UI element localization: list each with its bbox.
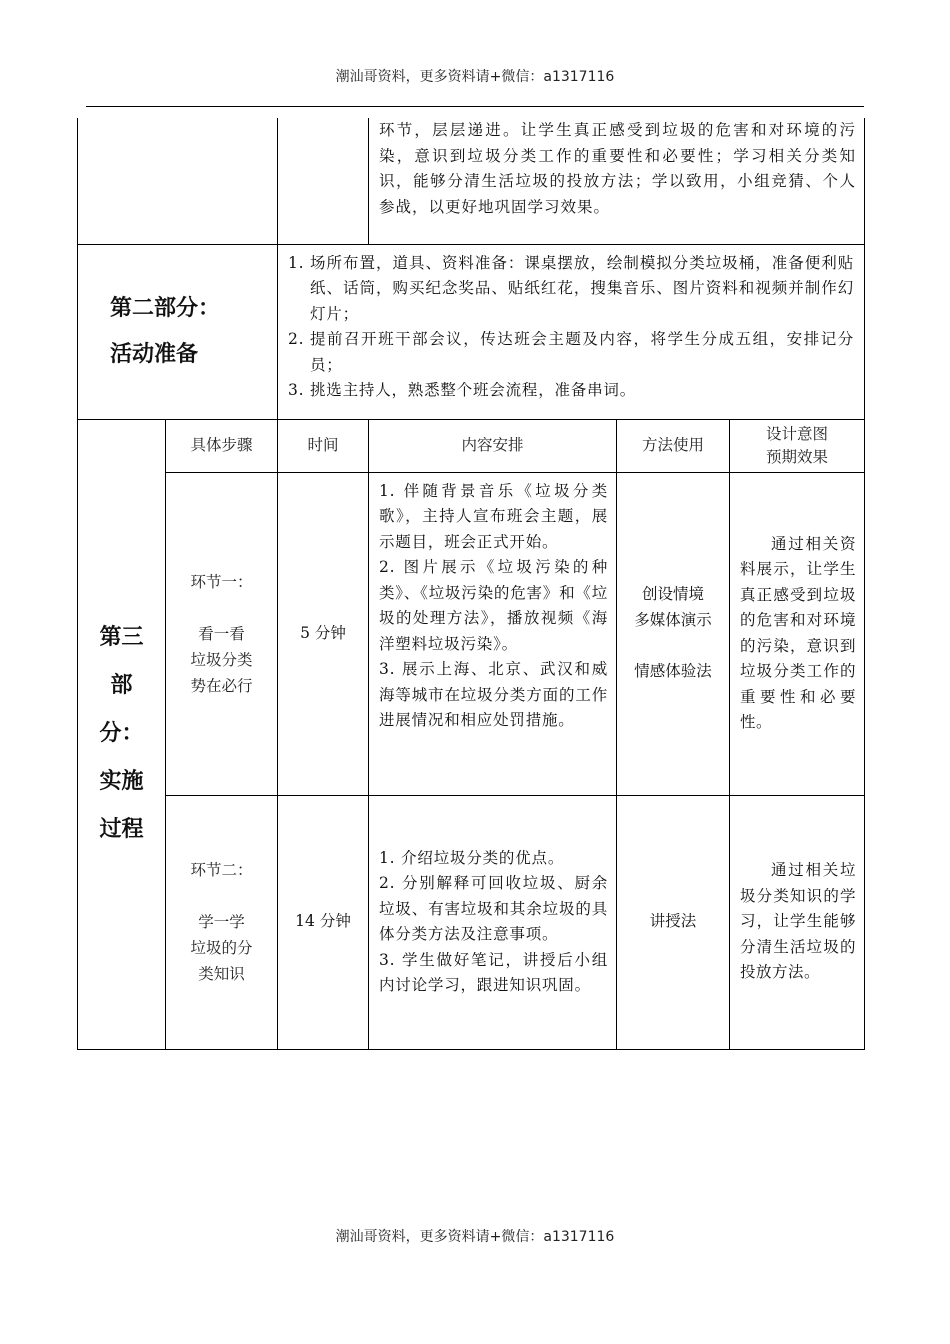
header-method: 方法使用 <box>617 419 730 472</box>
table-row <box>78 795 865 1049</box>
time-cell: 5 分钟 <box>278 472 369 795</box>
part3-header-row <box>78 419 865 472</box>
prep-item: 1. 场所布置，道具、资料准备：课桌摆放，绘制模拟分类垃圾桶，准备便利贴纸、话筒，购买纪念奖品、贴纸红花，搜集音乐、图片资料和视频并制作幻灯片； <box>288 253 855 323</box>
continued-row <box>78 118 865 244</box>
content-cell: 1. 介绍垃圾分类的优点。 2. 分别解释可回收垃圾、厨余垃圾、有害垃圾和其余垃圾的具体分类方法及注意事项。 3. 学生做好笔记，讲授后小组内讨论学习，跟进知识巩固。 <box>369 795 617 1049</box>
part3-title: 第三 部 分： 实施 过程 <box>78 419 166 1049</box>
part2-title-line2: 活动准备 <box>110 341 199 367</box>
step-cell: 环节二： 学一学 垃圾的分 类知识 <box>166 795 278 1049</box>
method-cell: 创设情境 多媒体演示 情感体验法 <box>617 472 730 795</box>
effect-cell: 通过相关垃圾分类知识的学习，让学生能够分清生活垃圾的投放方法。 <box>730 795 865 1049</box>
header-time: 时间 <box>278 419 369 472</box>
continued-text: 环节，层层递进。让学生真正感受到垃圾的危害和对环境的污染，意识到垃圾分类工作的重要性和必要性；学习相关分类知识，能够分清生活垃圾的投放方法；学以致用，小组竞猜、个人参战，以更好地巩固学习效果。 <box>369 118 865 244</box>
part2-content <box>278 244 865 419</box>
prep-item: 3. 挑选主持人，熟悉整个班会流程，准备串词。 <box>288 381 637 399</box>
prep-item: 2. 提前召开班干部会议，传达班会主题及内容，将学生分成五组，安排记分员； <box>288 330 855 374</box>
effect-cell: 通过相关资料展示，让学生真正感受到垃圾的危害和对环境的污染，意识到垃圾分类工作的重要性和必要性。 <box>730 472 865 795</box>
part2-row <box>78 244 865 419</box>
header-content: 内容安排 <box>369 419 617 472</box>
part2-title-line1: 第二部分： <box>110 295 221 321</box>
page-header: 潮汕哥资料，更多资料请+微信：a1317116 <box>335 69 615 85</box>
lesson-plan-table <box>77 118 865 1050</box>
header-step: 具体步骤 <box>166 419 278 472</box>
step-cell: 环节一： 看一看 垃圾分类 势在必行 <box>166 472 278 795</box>
content-cell: 1. 伴随背景音乐《垃圾分类歌》，主持人宣布班会主题，展示题目，班会正式开始。 2. 图片展示《垃圾污染的种类》、《垃圾污染的危害》和《垃圾的处理方法》，播放视频《海洋塑料垃圾污染》。 3. 展示上海、北京、武汉和威海等城市在垃圾分类方面的工作进展情况和相应处罚措施。 <box>369 472 617 795</box>
part2-title <box>78 244 278 419</box>
continued-label-cell <box>78 118 278 244</box>
page-footer: 潮汕哥资料，更多资料请+微信：a1317116 <box>335 1229 615 1245</box>
method-cell: 讲授法 <box>617 795 730 1049</box>
header-rule <box>86 106 864 107</box>
header-effect: 设计意图 预期效果 <box>730 419 865 472</box>
table-row <box>78 472 865 795</box>
prep-list <box>278 245 864 410</box>
continued-spacer-cell <box>278 118 369 244</box>
time-cell: 14 分钟 <box>278 795 369 1049</box>
